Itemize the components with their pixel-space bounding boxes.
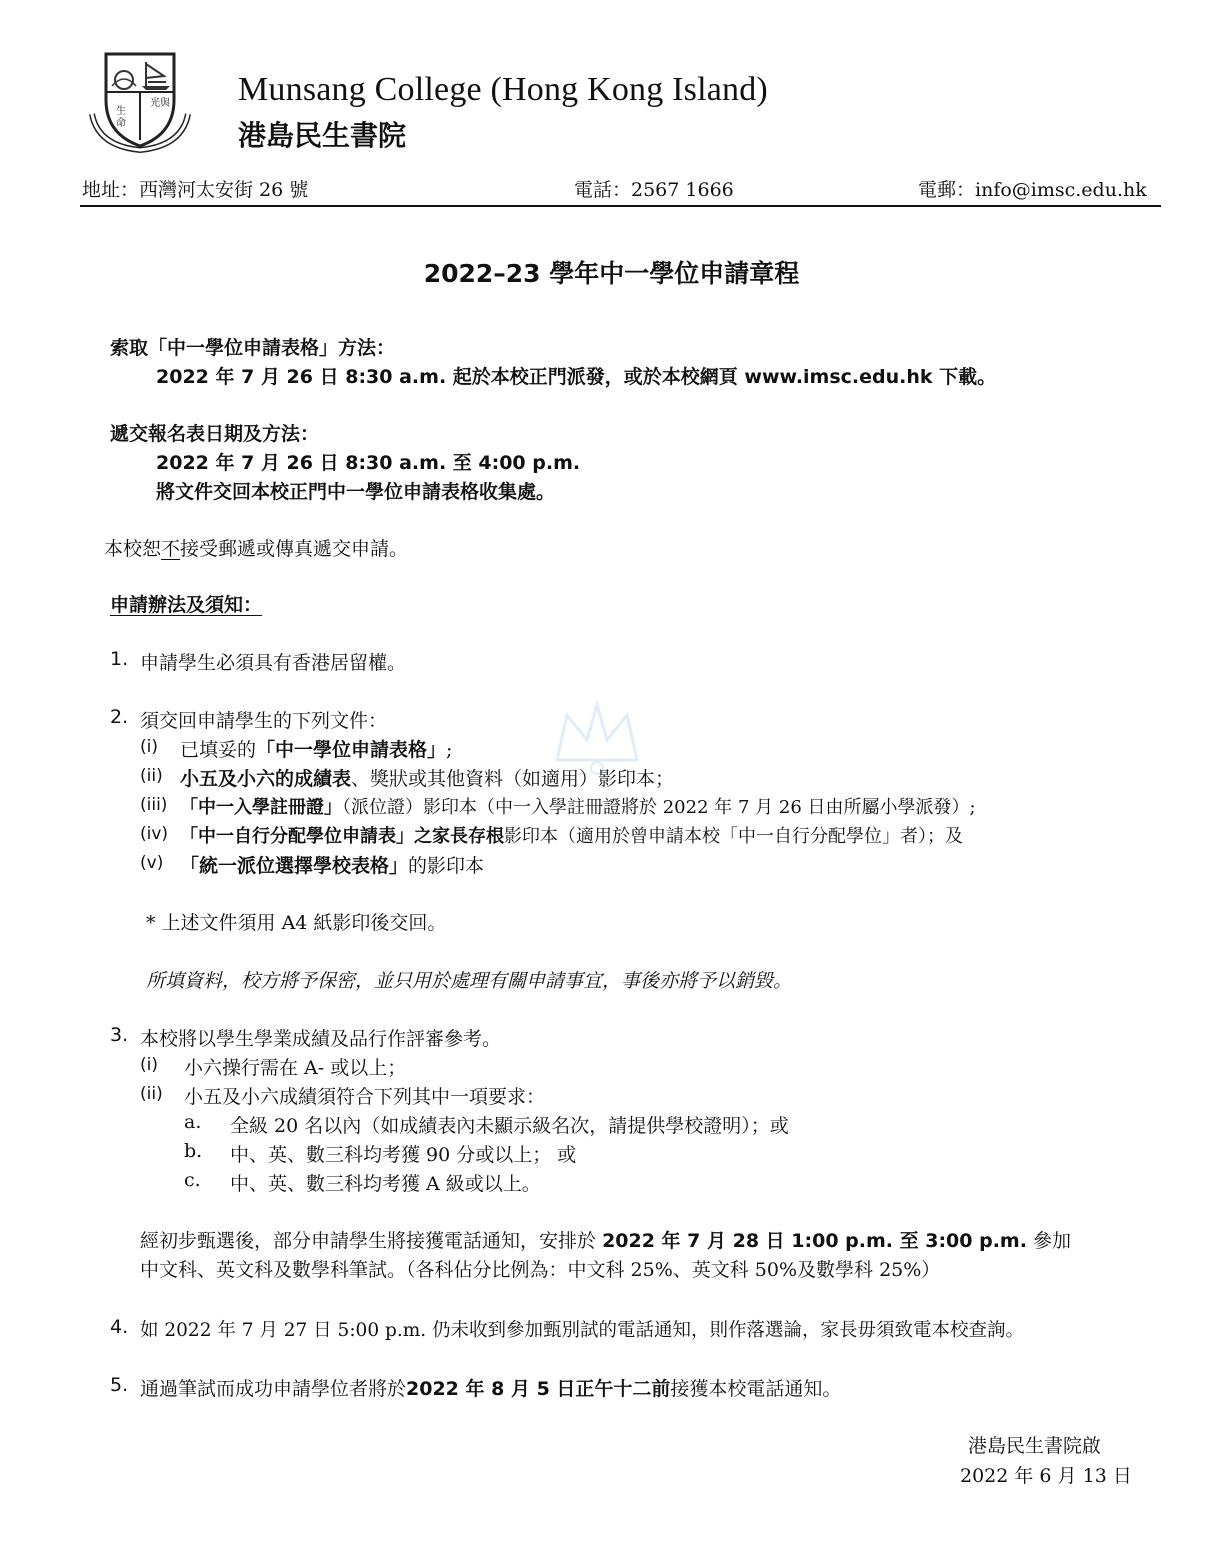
- exam-weighting: 中文科、英文科及數學科筆試。（各科佔分比例為：中文科 25%、英文科 50%及數學科 25%）: [140, 1259, 941, 1281]
- a4-note: * 上述文件須用 A4 紙影印後交回。: [146, 912, 447, 934]
- criteria-mark: a.: [184, 1111, 202, 1133]
- item-4-text: 如 2022 年 7 月 27 日 5:00 p.m. 仍未收到參加甄別試的電話通知，則作落選論，家長毋須致電本校查詢。: [140, 1320, 1025, 1341]
- item-5-date: 2022 年 8 月 5 日正午十二前: [406, 1378, 671, 1400]
- sub-post: 、獎狀或其他資料（如適用）影印本；: [351, 768, 675, 790]
- school-crest-logo: [86, 42, 194, 154]
- item-3-text: 本校將以學生學業成績及品行作評審參考。: [140, 1028, 502, 1050]
- crest-char-4: 命: [116, 118, 126, 129]
- school-name-en: Munsang College (Hong Kong Island): [238, 71, 768, 108]
- sub-pre: 已填妥的: [180, 739, 257, 761]
- submit-line-2: 將文件交回本校正門中一學位申請表格收集處。: [156, 481, 556, 503]
- item-1-number: 1.: [110, 648, 129, 670]
- signature-date: 2022 年 6 月 13 日: [960, 1465, 1132, 1487]
- item-1-text: 申請學生必須具有香港居留權。: [140, 652, 407, 674]
- sub-bold: 「統一派位選擇學校表格」: [180, 855, 409, 877]
- notice-post: 接受郵遞或傳真遞交申請。: [180, 538, 409, 560]
- privacy-note: 所填資料，校方將予保密，並只用於處理有關申請事宜，事後亦將予以銷毀。: [146, 970, 793, 992]
- crest-char-3: 生: [116, 106, 126, 117]
- item-2-sub-mark: (v): [140, 853, 164, 873]
- item-5-number: 5.: [110, 1374, 129, 1396]
- exam-arrangement: [140, 1226, 1071, 1253]
- item-4-number: 4.: [110, 1316, 129, 1338]
- item-2-sub-i: [180, 735, 452, 762]
- section-heading: 申請辦法及須知：: [110, 594, 263, 616]
- item-5-text: [140, 1374, 841, 1401]
- criteria-mark: c.: [184, 1169, 201, 1191]
- criteria-c: 中、英、數三科均考獲 A 級或以上。: [230, 1173, 541, 1195]
- crest-char-2: 與: [160, 98, 170, 109]
- notice-emphasis: 不: [161, 538, 181, 560]
- signature-org: 港島民生書院啟: [968, 1435, 1102, 1457]
- item-5-pre: 通過筆試而成功申請學位者將於: [140, 1378, 407, 1400]
- item-3-sub-mark: (i): [140, 1055, 158, 1075]
- page-title: 2022–23 學年中一學位申請章程: [423, 259, 800, 288]
- school-phone: 電話：2567 1666: [574, 179, 734, 201]
- item-3-sub-mark: (ii): [140, 1084, 163, 1104]
- item-3-sub-ii: 小五及小六成績須符合下列其中一項要求：: [184, 1086, 546, 1108]
- item-2-sub-mark: (i): [140, 737, 158, 757]
- obtain-heading: 索取「中一學位申請表格」方法：: [110, 337, 396, 359]
- sub-bold: 小五及小六的成績表: [180, 768, 352, 790]
- submit-line-1: 2022 年 7 月 26 日 8:30 a.m. 至 4:00 p.m.: [156, 452, 581, 474]
- crest-char-1: 光: [150, 98, 160, 109]
- criteria-b: 中、英、數三科均考獲 90 分或以上； 或: [230, 1144, 577, 1166]
- criteria-mark: b.: [184, 1140, 203, 1162]
- item-2-sub-v: [180, 851, 484, 878]
- sub-post: （派位證）影印本（中一入學註冊證將於 2022 年 7 月 26 日由所屬小學派發）;: [342, 797, 976, 818]
- school-email: 電郵：info@imsc.edu.hk: [918, 179, 1147, 201]
- item-2-sub-mark: (ii): [140, 766, 163, 786]
- header-divider: [80, 205, 1161, 207]
- exam-datetime: 2022 年 7 月 28 日 1:00 p.m. 至 3:00 p.m.: [602, 1230, 1027, 1252]
- sub-post: 的影印本: [408, 855, 485, 877]
- sub-post: ;: [446, 739, 453, 761]
- item-5-post: 接獲本校電話通知。: [670, 1378, 842, 1400]
- watermark-crown-icon: [542, 690, 652, 780]
- obtain-line: 2022 年 7 月 26 日 8:30 a.m. 起於本校正門派發，或於本校網頁 www.imsc.edu.hk 下載。: [156, 366, 997, 388]
- submit-heading: 遞交報名表日期及方法：: [110, 423, 320, 445]
- item-2-sub-iv: [180, 822, 963, 848]
- item-2-text: 須交回申請學生的下列文件：: [140, 710, 388, 732]
- item-2-number: 2.: [110, 706, 129, 728]
- no-mail-notice: [104, 534, 408, 561]
- item-2-sub-iii: [180, 793, 976, 819]
- sub-bold: 「中一學位申請表格」: [256, 739, 447, 761]
- item-3-number: 3.: [110, 1024, 129, 1046]
- exam-pre: 經初步甄選後，部分申請學生將接獲電話通知，安排於: [140, 1230, 597, 1252]
- school-address: 地址：西灣河太安街 26 號: [82, 179, 309, 201]
- criteria-a: 全級 20 名以內（如成績表內未顯示級名次，請提供學校證明）；或: [230, 1115, 789, 1137]
- notice-pre: 本校恕: [104, 538, 162, 560]
- item-3-sub-i: 小六操行需在 A- 或以上；: [184, 1057, 407, 1079]
- item-2-sub-mark: (iii): [140, 795, 168, 815]
- sub-post: 影印本（適用於曾申請本校「中一自行分配學位」者）；及: [504, 826, 963, 847]
- sub-bold: 「中一自行分配學位申請表」之家長存根: [180, 826, 504, 847]
- school-name-zh: 港島民生書院: [238, 119, 407, 152]
- sub-bold: 「中一入學註冊證」: [180, 797, 342, 818]
- exam-post: 參加: [1032, 1230, 1071, 1252]
- item-2-sub-mark: (iv): [140, 824, 169, 844]
